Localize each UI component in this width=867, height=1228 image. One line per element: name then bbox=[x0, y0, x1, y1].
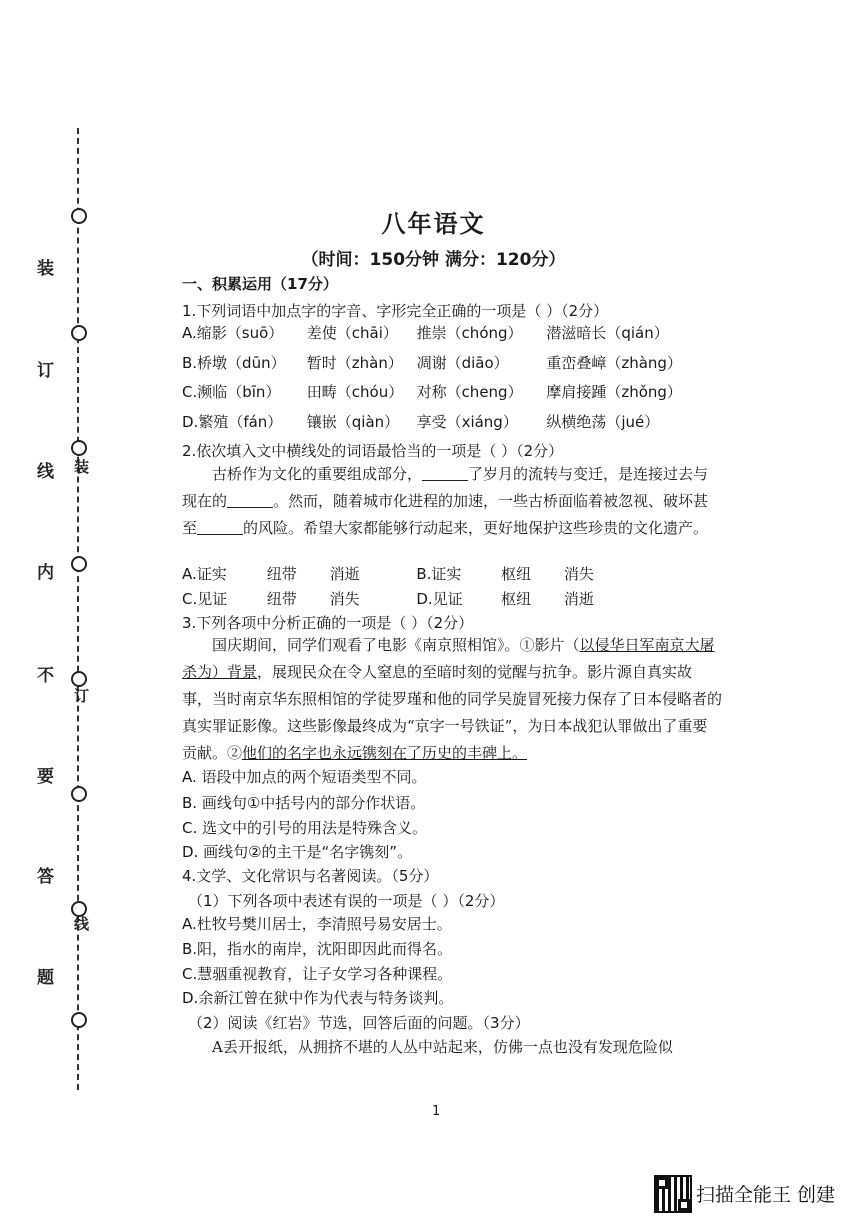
option-part: 消逝 bbox=[563, 590, 594, 608]
binding-label: 不 bbox=[37, 666, 54, 686]
question-3-stem: 3.下列各项中分析正确的一项是（ ）（2分） bbox=[182, 614, 474, 632]
underlined-sentence-1: 以侵华日军南京大屠杀为）背景 bbox=[182, 636, 715, 681]
option-part: B.桥墩（dūn） bbox=[182, 354, 286, 372]
question-2-stem: 2.依次填入文中横线处的词语最恰当的一项是（ ）（2分） bbox=[182, 442, 564, 460]
option-part: C.濒临（bīn） bbox=[182, 383, 281, 401]
fill-blank[interactable] bbox=[422, 465, 468, 481]
option-part: A.证实 bbox=[182, 565, 227, 583]
binding-dashed-line bbox=[77, 128, 79, 1090]
qr-code-icon bbox=[654, 1175, 692, 1213]
binding-hole-icon bbox=[71, 325, 87, 341]
question-3-passage bbox=[182, 632, 722, 767]
passage-text: 的风险。希望大家都能够行动起来，更好地保护这些珍贵的文化遗产。 bbox=[243, 519, 709, 537]
option-part: 枢纽 bbox=[501, 565, 532, 583]
option-part: A.缩影（suō） bbox=[182, 324, 284, 342]
question-4-sub-2: （2）阅读《红岩》节选，回答后面的问题。（3分） bbox=[188, 1014, 530, 1032]
question-3-option-b: B. 画线句①中括号内的部分作状语。 bbox=[182, 794, 426, 812]
option-part: 消失 bbox=[563, 565, 594, 583]
passage-text: 古桥作为文化的重要组成部分， bbox=[212, 465, 423, 483]
option-part: 纽带 bbox=[266, 590, 297, 608]
option-part: 潜滋暗长（qián） bbox=[546, 324, 669, 342]
question-4-option-d: D.余新江曾在狱中作为代表与特务谈判。 bbox=[182, 989, 454, 1007]
option-part: 枢纽 bbox=[501, 590, 532, 608]
question-2-options-row-2 bbox=[182, 588, 594, 609]
question-3-option-d: D. 画线句②的主干是“名字镌刻”。 bbox=[182, 843, 413, 861]
binding-label: 答 bbox=[37, 867, 54, 887]
fill-blank[interactable] bbox=[197, 519, 243, 535]
option-part: 消失 bbox=[329, 590, 360, 608]
binding-label: 要 bbox=[37, 767, 54, 787]
option-part: 镶嵌（qiàn） bbox=[306, 413, 400, 431]
option-part: 推崇（chóng） bbox=[416, 324, 523, 342]
binding-label: 题 bbox=[37, 968, 54, 988]
option-part: 对称（cheng） bbox=[416, 383, 523, 401]
question-4-option-b: B.阳，指水的南岸，沈阳即因此而得名。 bbox=[182, 940, 453, 958]
question-4-sub-1: （1）下列各项中表述有误的一项是（ ）（2分） bbox=[188, 892, 505, 910]
question-1-option-b bbox=[182, 352, 682, 373]
binding-label: 内 bbox=[37, 563, 54, 583]
option-part: 田畴（chóu） bbox=[306, 383, 404, 401]
binding-inner-label: 订 bbox=[74, 687, 90, 705]
question-3-option-a: A. 语段中加点的两个短语类型不同。 bbox=[182, 768, 427, 786]
page-number: 1 bbox=[432, 1104, 441, 1119]
fill-blank[interactable] bbox=[227, 492, 273, 508]
question-3-option-c: C. 选文中的引号的用法是特殊含义。 bbox=[182, 819, 428, 837]
section-heading: 一、积累运用（17分） bbox=[182, 275, 338, 293]
binding-inner-label: 线 bbox=[74, 915, 90, 933]
option-part: 摩肩接踵（zhǒng） bbox=[546, 383, 682, 401]
binding-hole-icon bbox=[71, 440, 87, 456]
question-2-options-row-1 bbox=[182, 563, 594, 584]
question-1-option-d bbox=[182, 411, 666, 432]
passage-text: 。然而，随着城市化进程的加速，一些古桥面临着被忽视、破坏甚至 bbox=[182, 492, 709, 537]
question-1-stem: 1.下列词语中加点字的字音、字形完全正确的一项是（ ）（2分） bbox=[182, 302, 609, 320]
option-part: D.见证 bbox=[416, 590, 463, 608]
question-1-option-c bbox=[182, 381, 682, 402]
question-2-passage bbox=[182, 461, 722, 542]
question-4-option-a: A.杜牧号樊川居士，李清照号易安居士。 bbox=[182, 915, 452, 933]
option-part: 纵横绝荡（jué） bbox=[546, 413, 660, 431]
option-part: C.见证 bbox=[182, 590, 228, 608]
binding-label: 装 bbox=[37, 259, 54, 279]
option-part: 差使（chāi） bbox=[306, 324, 398, 342]
passage-text: 国庆期间，同学们观看了电影《南京照相馆》。①影片（ bbox=[212, 636, 580, 654]
binding-hole-icon bbox=[71, 556, 87, 572]
binding-label: 线 bbox=[37, 462, 54, 482]
page-title: 八年语文 bbox=[381, 210, 486, 238]
question-4-passage: A丢开报纸，从拥挤不堪的人丛中站起来，仿佛一点也没有发现危险似 bbox=[212, 1038, 673, 1056]
option-part: 暂时（zhàn） bbox=[306, 354, 403, 372]
underlined-sentence-2: 他们的名字也永远镌刻在了历史的丰碑上。 bbox=[242, 744, 528, 762]
option-part: 纽带 bbox=[266, 565, 297, 583]
question-1-option-a bbox=[182, 322, 669, 343]
binding-inner-label: 装 bbox=[74, 458, 90, 476]
binding-hole-icon bbox=[71, 786, 87, 802]
option-part: 享受（xiáng） bbox=[416, 413, 518, 431]
binding-hole-icon bbox=[71, 1012, 87, 1028]
option-part: 消逝 bbox=[329, 565, 360, 583]
passage-text: ，展现民众在令人窒息的至暗时刻的觉醒与抗争。影片源自真实故事，当时南京华东照相馆的学徒罗瑾和他的同学吴旋冒死接力保存了日本侵略者的真实罪证影像。这些影像最终成为“京字一号铁证”，为日本战犯认罪做出了重要贡献。② bbox=[182, 663, 723, 762]
option-part: B.证实 bbox=[416, 565, 462, 583]
scanner-watermark: 扫描全能王 创建 bbox=[696, 1184, 836, 1206]
question-4-stem: 4.文学、文化常识与名著阅读。（5分） bbox=[182, 867, 439, 885]
passage-text: 了岁月的流转与变迁，是连接过去与现在的 bbox=[182, 465, 709, 510]
question-4-option-c: C.慧骃重视教育，让子女学习各种课程。 bbox=[182, 965, 453, 983]
option-part: D.繁殖（fán） bbox=[182, 413, 283, 431]
option-part: 重峦叠嶂（zhàng） bbox=[546, 354, 682, 372]
option-part: 凋谢（diāo） bbox=[416, 354, 509, 372]
binding-label: 订 bbox=[37, 361, 54, 381]
exam-info: （时间：150分钟 满分：120分） bbox=[301, 250, 566, 270]
